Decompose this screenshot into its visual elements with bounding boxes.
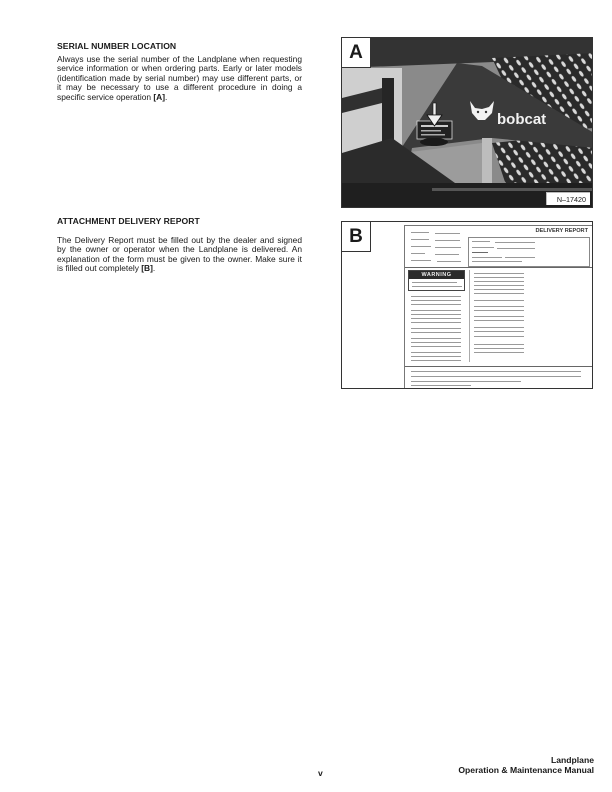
period: . (165, 91, 168, 102)
warning-box (408, 270, 465, 291)
body-text: The Delivery Report must be filled out by the dealer and signed by the owner or operator when the Landplane is delivered. An explanation of the form must be given to the owner. Make sure it is filled out completely (57, 235, 302, 274)
figure-a-photo (341, 37, 593, 208)
body-text: Always use the serial number of the Landplane when requesting service information or when ordering parts. Early or later models (identification made by serial number) may use different parts, or it may be necessary to use a different procedure in doing a specific service operation (57, 54, 302, 102)
figure-label-b: B (342, 222, 371, 252)
section-body-serial-number (57, 55, 302, 102)
period: . (152, 263, 156, 274)
form-title: DELIVERY REPORT (535, 228, 588, 234)
bobcat-logo-text: bobcat (497, 111, 547, 128)
landplane-photo-illustration (342, 38, 593, 208)
figure-label-a: A (342, 38, 371, 68)
page-number: v (318, 768, 323, 778)
figure-ref-a: [A] (153, 91, 165, 102)
manual-title-line2: Operation & Maintenance Manual (458, 765, 594, 775)
delivery-report-form-illustration (404, 225, 593, 389)
section-body-delivery-report (57, 236, 302, 274)
section-heading-serial-number: SERIAL NUMBER LOCATION (57, 41, 177, 51)
section-heading-delivery-report: ATTACHMENT DELIVERY REPORT (57, 216, 200, 226)
figure-ref-b: [B] (141, 263, 153, 274)
figure-code: N–17420 (546, 192, 590, 205)
figure-b-form (341, 221, 593, 389)
manual-title (458, 755, 594, 775)
manual-title-line1: Landplane (551, 755, 594, 765)
warning-header: WARNING (409, 271, 464, 279)
